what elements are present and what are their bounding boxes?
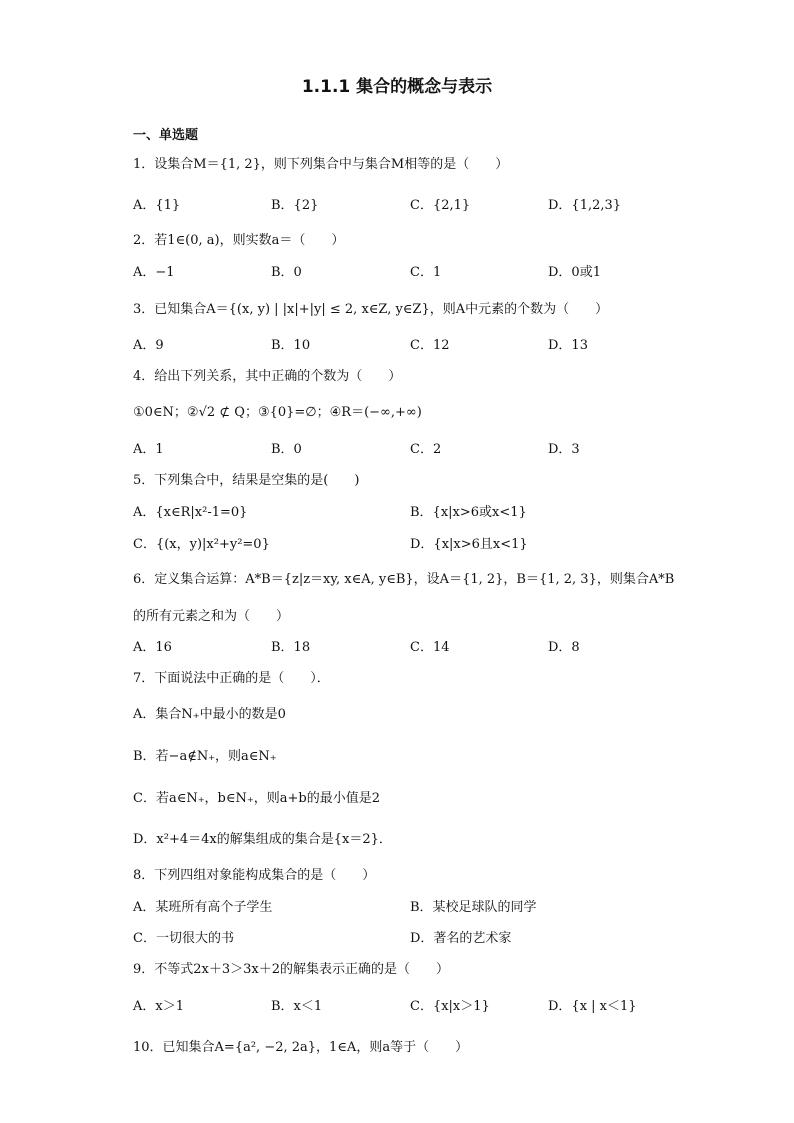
option-c: C．2	[410, 442, 442, 457]
option-b: B．0	[271, 442, 302, 457]
question-stem: 7．下面说法中正确的是（ ）．	[133, 671, 330, 686]
options-row	[133, 504, 693, 522]
question-stem: 8．下列四组对象能构成集合的是（ ）	[133, 868, 376, 883]
option-d: D．著名的艺术家	[410, 931, 512, 946]
question-stem: 5．下列集合中，结果是空集的是( )	[133, 473, 360, 488]
option-d: D．{1,2,3}	[548, 198, 622, 213]
question-relations: ①0∈N；②√2 ⊄ Q；③{0}=∅；④R＝(−∞,+∞)	[133, 405, 422, 420]
option-d: D．{x | x＜1}	[548, 999, 637, 1014]
option-b: B．某校足球队的同学	[410, 900, 537, 915]
option-b: B．x＜1	[271, 999, 323, 1014]
option-a: A．1	[133, 442, 164, 457]
question-stem: 4．给出下列关系，其中正确的个数为（ ）	[133, 369, 402, 384]
options-row	[133, 337, 693, 355]
option-d: D．8	[548, 640, 580, 655]
option-d: D．13	[548, 338, 588, 353]
question-stem: 2．若1∈(0, a)，则实数a＝（ ）	[133, 233, 345, 248]
options-row	[133, 998, 693, 1016]
option-d: D．{x|x>6且x<1}	[410, 537, 528, 552]
option-c: C．12	[410, 338, 450, 353]
option-c: C．{(x，y)|x²+y²=0}	[133, 537, 270, 552]
question-stem: 3．已知集合A＝{(x, y) | |x|+|y| ≤ 2, x∈Z, y∈Z}，则A中元素的个数为（ ）	[133, 302, 609, 317]
option-a: A．{1}	[133, 198, 181, 213]
option-b: B．0	[271, 265, 302, 280]
option-b: B．10	[271, 338, 311, 353]
option-d: D．3	[548, 442, 580, 457]
option-a: A．−1	[133, 265, 175, 280]
option-c: C．一切很大的书	[133, 931, 234, 946]
option-c: C．{2,1}	[410, 198, 471, 213]
question-stem: 6．定义集合运算：A*B＝{z|z＝xy, x∈A, y∈B}，设A＝{1, 2}，B＝{1, 2, 3}，则集合A*B	[133, 572, 675, 587]
option-a: A．9	[133, 338, 164, 353]
option-b: B．{x|x>6或x<1}	[410, 505, 527, 520]
options-row	[133, 639, 693, 657]
option-a: A．{x∈R|x²-1=0}	[133, 505, 248, 520]
options-row	[133, 536, 693, 554]
option-b: B．18	[271, 640, 311, 655]
question-stem-continued: 的所有元素之和为（ ）	[133, 609, 290, 624]
option-d: D．0或1	[548, 265, 601, 280]
option-b: B．{2}	[271, 198, 319, 213]
question-stem: 10．已知集合A={a², −2, 2a}，1∈A，则a等于（ ）	[133, 1040, 469, 1055]
question-stem: 1．设集合M＝{1, 2}，则下列集合中与集合M相等的是（ ）	[133, 157, 509, 172]
option-a: A．某班所有高个子学生	[133, 900, 273, 915]
option-d: D．x²+4＝4x的解集组成的集合是{x＝2}．	[133, 832, 392, 847]
option-a: A．x＞1	[133, 999, 184, 1014]
options-row	[133, 441, 693, 459]
options-row	[133, 197, 693, 215]
options-row	[133, 930, 693, 948]
option-c: C．若a∈N₊，b∈N₊，则a+b的最小值是2	[133, 791, 380, 806]
options-row	[133, 264, 693, 282]
section-heading: 一、单选题	[133, 128, 199, 143]
option-a: A．集合N₊中最小的数是0	[133, 707, 286, 722]
options-row	[133, 899, 693, 917]
question-stem: 9．不等式2x＋3＞3x＋2的解集表示正确的是（ ）	[133, 962, 450, 977]
option-b: B．若−a∉N₊，则a∈N₊	[133, 749, 277, 764]
option-c: C．{x|x＞1}	[410, 999, 490, 1014]
option-c: C．14	[410, 640, 450, 655]
option-a: A．16	[133, 640, 172, 655]
page-title: 1.1.1 集合的概念与表示	[301, 77, 493, 97]
option-c: C．1	[410, 265, 442, 280]
